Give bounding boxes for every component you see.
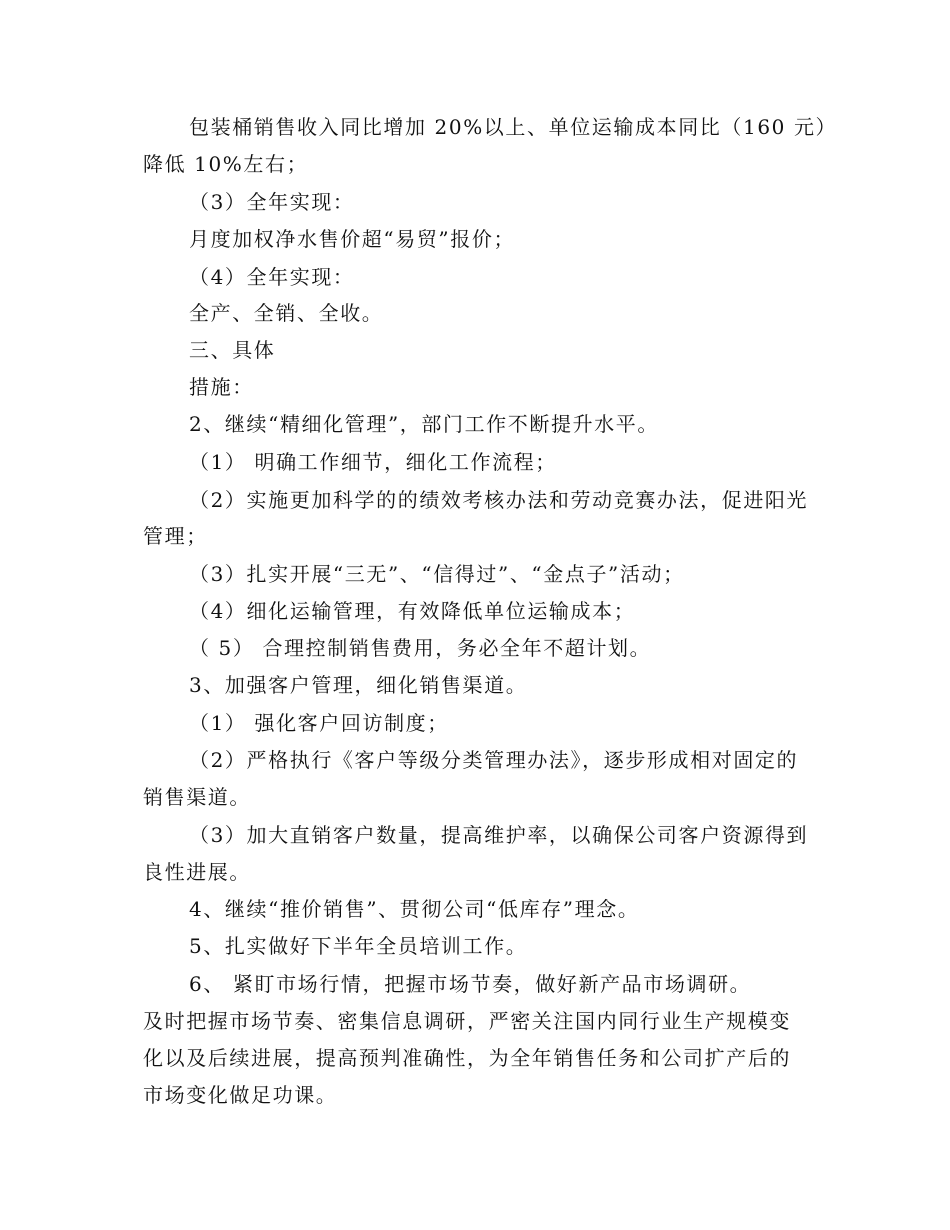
sub-item: （3）扎实开展“三无”、“信得过”、“金点子”活动； xyxy=(189,562,685,586)
paragraph-line: 及时把握市场节奏、密集信息调研，严密关注国内同行业生产规模变 xyxy=(143,1009,791,1033)
sub-item: （1） 强化客户回访制度； xyxy=(189,711,449,735)
section-heading: 措施： xyxy=(189,375,254,399)
sub-item: （1） 明确工作细节，细化工作流程； xyxy=(189,450,557,474)
paragraph-line: （3）全年实现： xyxy=(189,190,355,214)
sub-item: （4）细化运输管理，有效降低单位运输成本； xyxy=(189,599,636,623)
paragraph-line: 市场变化做足功课。 xyxy=(143,1083,338,1107)
sub-item: （ 5） 合理控制销售费用，务必全年不超计划。 xyxy=(189,636,652,660)
paragraph-line: 月度加权净水售价超“易贸”报价； xyxy=(189,227,516,251)
sub-item: （3）加大直销客户数量，提高维护率，以确保公司客户资源得到 xyxy=(189,823,809,847)
numbered-item: 3、加强客户管理，细化销售渠道。 xyxy=(189,673,528,697)
paragraph-line: 化以及后续进展，提高预判准确性，为全年销售任务和公司扩产后的 xyxy=(143,1046,791,1070)
sub-item: （2）实施更加科学的的绩效考核办法和劳动竞赛办法，促进阳光 xyxy=(189,488,809,512)
paragraph-line: 销售渠道。 xyxy=(143,785,251,809)
numbered-item: 2、继续“精细化管理”，部门工作不断提升水平。 xyxy=(189,412,659,436)
numbered-item: 6、 紧盯市场行情，把握市场节奏，做好新产品市场调研。 xyxy=(189,972,752,996)
paragraph-line: 包装桶销售收入同比增加 20%以上、单位运输成本同比（160 元） xyxy=(189,115,838,139)
numbered-item: 4、继续“推价销售”、贯彻公司“低库存”理念。 xyxy=(189,897,640,921)
paragraph-line: （4）全年实现： xyxy=(189,265,355,289)
paragraph-line: 降低 10%左右； xyxy=(143,152,309,176)
paragraph-line: 良性进展。 xyxy=(143,860,251,884)
paragraph-line: 管理； xyxy=(143,524,208,548)
sub-item: （2）严格执行《客户等级分类管理办法》，逐步形成相对固定的 xyxy=(189,748,799,772)
numbered-item: 5、扎实做好下半年全员培训工作。 xyxy=(189,934,528,958)
paragraph-line: 全产、全销、全收。 xyxy=(189,301,384,325)
section-heading: 三、具体 xyxy=(189,338,276,362)
